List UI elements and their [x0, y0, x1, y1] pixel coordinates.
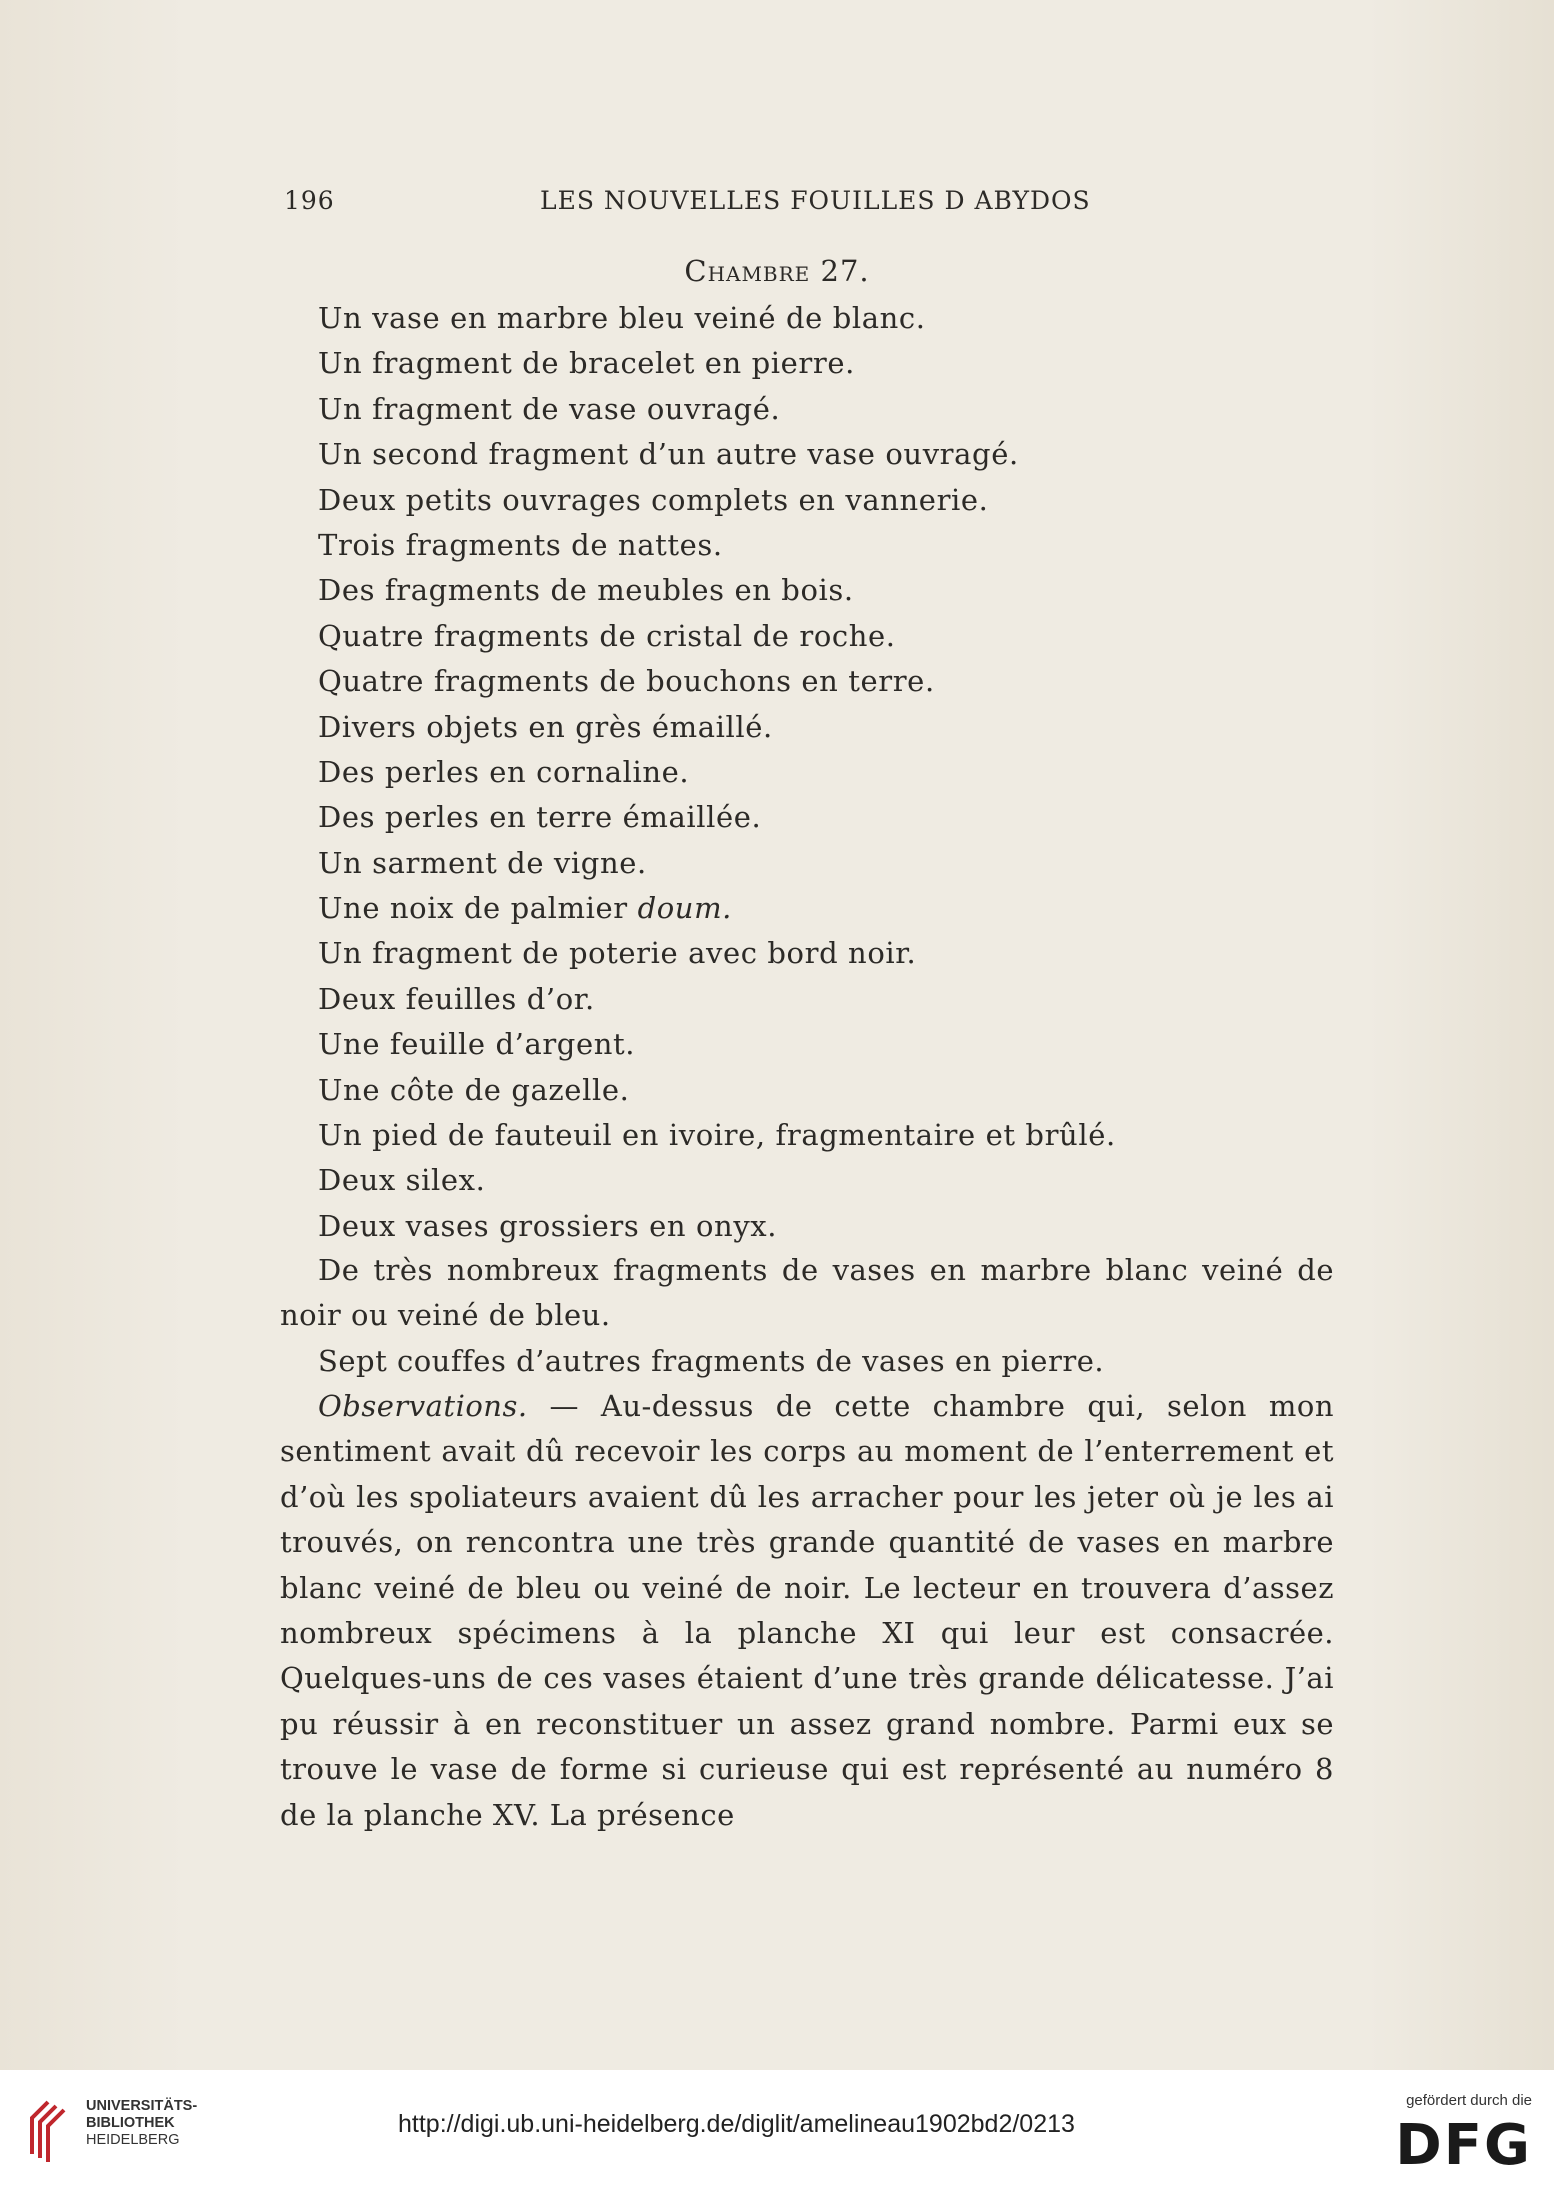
observations-paragraph: [280, 1384, 1334, 1838]
list-item: Une noix de palmier doum.: [318, 891, 732, 926]
university-library-logo-icon: [22, 2092, 76, 2164]
list-item: Deux petits ouvrages complets en vannerie.: [318, 482, 989, 517]
list-item: Divers objets en grès émaillé.: [318, 709, 773, 744]
list-item: Des perles en cornaline.: [318, 754, 690, 789]
list-item: Des perles en terre émaillée.: [318, 800, 762, 835]
body-paragraph: De très nombreux fragments de vases en marbre blanc veiné de noir ou veiné de bleu.: [280, 1253, 1334, 1333]
observations-text: — Au-dessus de cette chambre qui, selon mon sentiment avait dû recevoir les corps au moment de l’enterrement et d’où les spoliateurs avaient dû les arracher pour les jeter où je les ai trouvés, on rencontra une très grande quantité de vases en marbre blanc veiné de bleu ou veiné de noir. Le lecteur en trouvera d’assez nombreux spécimens à la planche XI qui leur est consacrée. Quelques-uns de ces vases étaient d’une très grande délicatesse. J’ai pu réussir à en reconstituer un assez grand nombre. Parmi eux se trouve le vase de forme si curieuse qui est représenté au numéro 8 de la planche XV. La présence: [280, 1389, 1334, 1832]
page-number: 196: [284, 186, 335, 215]
library-name: UNIVERSITÄTS- BIBLIOTHEK HEIDELBERG: [86, 2098, 198, 2148]
list-item: Quatre fragments de cristal de roche.: [318, 618, 896, 653]
list-item: Deux feuilles d’or.: [318, 981, 595, 1016]
funding-note: gefördert durch die: [1406, 2092, 1532, 2109]
list-item: Deux vases grossiers en onyx.: [318, 1208, 778, 1243]
list-item: Un fragment de vase ouvragé.: [318, 391, 781, 426]
list-item: Un fragment de bracelet en pierre.: [318, 346, 855, 381]
italic-term: doum.: [637, 891, 732, 926]
running-head: [284, 186, 1328, 226]
section-heading: Chambre 27.: [684, 254, 870, 288]
list-item: Une côte de gazelle.: [318, 1072, 630, 1107]
list-item: Un sarment de vigne.: [318, 845, 647, 880]
running-title: LES NOUVELLES FOUILLES D ABYDOS: [540, 186, 1091, 215]
list-item: Un second fragment d’un autre vase ouvragé.: [318, 437, 1019, 472]
list-item: Deux silex.: [318, 1163, 486, 1198]
observations-label: Observations.: [318, 1389, 528, 1423]
list-item: Trois fragments de nattes.: [318, 527, 723, 562]
footer-bar: [0, 2070, 1554, 2186]
list-item: Un vase en marbre bleu veiné de blanc.: [318, 301, 926, 335]
list-item: Un pied de fauteuil en ivoire, fragmentaire et brûlé.: [318, 1118, 1116, 1153]
permalink-url[interactable]: http://digi.ub.uni-heidelberg.de/diglit/amelineau1902bd2/0213: [398, 2110, 1075, 2138]
inventory-list: [318, 296, 1116, 1249]
list-item: Quatre fragments de bouchons en terre.: [318, 664, 935, 699]
list-item: Des fragments de meubles en bois.: [318, 573, 854, 608]
dfg-logo: DFG: [1395, 2113, 1532, 2178]
list-item: Un fragment de poterie avec bord noir.: [318, 936, 917, 971]
body-paragraph: Sept couffes d’autres fragments de vases en pierre.: [318, 1344, 1105, 1378]
list-item: Une feuille d’argent.: [318, 1027, 636, 1062]
